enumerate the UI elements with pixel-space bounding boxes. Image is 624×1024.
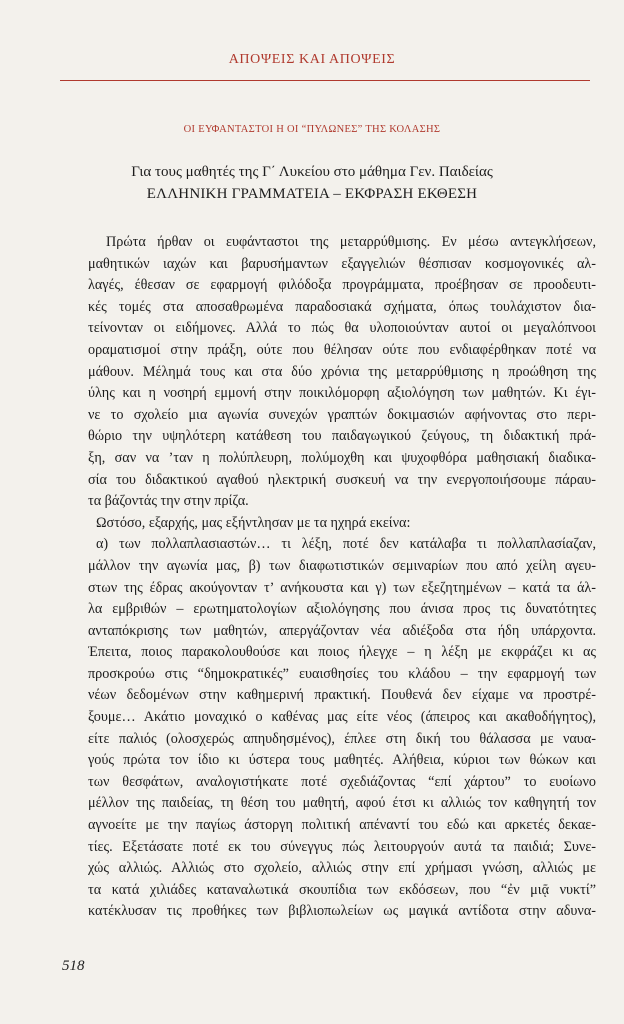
body-line: είτε παλιός (ολοσχερώς απηυδησμένος), έπλεε στη δική του θάλασσα με ναυα- bbox=[88, 730, 596, 747]
body-line: ξη, σαν να ’ταν η πολύπλευρη, πολύμοχθη και ψυχοφθόρα μαθησιακή διαδικα- bbox=[88, 449, 596, 466]
body-line: προσκρούω στις “δημοκρατικές” ευαισθησίες του κλάδου – την εφαρμογή των bbox=[88, 665, 596, 682]
body-line: τα βάζοντάς την στην πρίζα. bbox=[88, 493, 249, 510]
body-line: Πρώτα ήρθαν οι ευφάνταστοι της μεταρρύθμισης. Εν μέσω αντεγκλήσεων, bbox=[106, 234, 596, 250]
body-line: τίες. Εξετάσατε ποτέ εκ του σύνεγγυς πώς λειτουργούν αυτά τα παιδιά; Συνε- bbox=[88, 838, 596, 855]
body-line: ανταπόκρισης των μαθητών, απεργάζονταν νέα αδιέξοδα στα ήδη υπάρχοντα. bbox=[88, 622, 596, 639]
body-line: αγνοείτε με την παγίως άστοργη πολιτική απέναντί του εδώ και αρκετές δεκαε- bbox=[88, 817, 596, 834]
body-line: των θεσφάτων, αναλογιστήκατε ποτέ σχεδιάζοντας “επί χάρτου” το ευοίωνο bbox=[88, 773, 596, 790]
body-line: μέλλον της παιδείας, τη θέση του μαθητή, αφού έτσι κι αλλιώς τον καθηγητή τον bbox=[88, 795, 596, 812]
body-line: μάθουν. Μέλημά τους και στα δύο χρόνια της μεταρρύθμισης η προώθηση της bbox=[88, 363, 596, 380]
body-line: νέων δεδομένων στην καθημερινή πρακτική. Πουθενά δεν είχαμε να προστρέ- bbox=[88, 687, 596, 704]
page-number: 518 bbox=[62, 958, 85, 974]
body-line: χώς αλλιώς. Αλλιώς στο σχολείο, αλλιώς στην επί χρήμασι γνώση, αλλιώς με bbox=[88, 860, 596, 877]
body-line: κατέκλυσαν τις προθήκες των βιβλιοπωλείων ως μαγικά αντίδοτα στην αδυνα- bbox=[88, 903, 596, 920]
article-title: ΟΙ ΕΥΦΑΝΤΑΣΤΟΙ Η ΟΙ “ΠΥΛΩΝΕΣ” ΤΗΣ ΚΟΛΑΣΗΣ bbox=[183, 124, 441, 135]
body-line: Έπειτα, ποιος παρακολουθούσε και ποιος ήλεγχε – η λέξη με εκφράζει κι ας bbox=[88, 644, 596, 661]
body-line: κές τομές στα αποσαθρωμένα παραδοσιακά σχήματα, όπως τουλάχιστον δια- bbox=[88, 298, 596, 315]
body-line: οραματισμοί στην πράξη, ούτε που θέλησαν ούτε που ενδιαφέρθηκαν ποτέ να bbox=[88, 341, 596, 358]
body-line: σία του διδακτικού αγαθού ηλεκτρική συσκευή να την ενεργοποιήσουμε πάραυ- bbox=[88, 471, 596, 488]
running-head: ΑΠΟΨΕΙΣ ΚΑΙ ΑΠΟΨΕΙΣ bbox=[228, 52, 396, 67]
body-line: μάλλον την αγωνία μας, β) των διαφωτιστικών σεμιναρίων που από χείλη αγευ- bbox=[88, 557, 596, 574]
body-line: θώριο την υψηλότερη κατάθεση του παιδαγωγικού ζεύγους, τη διδακτική πρά- bbox=[88, 428, 596, 445]
body-line: ξουμε… Ακάτιο μοναχικό ο καθένας μας είτε νέος (άπειρος και ακαθοδήγητος), bbox=[88, 709, 596, 726]
body-line: α) των πολλαπλασιαστών… τι λέξη, ποτέ δεν κατάλαβα τι πολλαπλασίαζαν, bbox=[96, 536, 596, 553]
header-rule bbox=[60, 80, 590, 81]
body-line: τα κατά χιλιάδες καταναλωτικά σκουπίδια των εκδόσεων, που “ἐν μιᾷ νυκτί” bbox=[88, 881, 596, 898]
body-line: Ωστόσο, εξαρχής, μας εξήντλησαν με τα ηχηρά εκείνα: bbox=[96, 514, 411, 531]
body-line: λαγές, έθεσαν σε εφαρμογή φιλόδοξα προγράμματα, προέβησαν σε προοδευτι- bbox=[88, 277, 596, 294]
body-line: νε το σχολείο μια αγωνία συνεχών γραπτών δοκιμασιών αφήνοντας στο περι- bbox=[88, 406, 596, 423]
body-line: τείνονταν οι ειδήμονες. Αλλά το πώς θα υλοποιούνταν αυτοί οι μεγαλόπνοοι bbox=[88, 320, 596, 337]
subtitle-line-1: Για τους μαθητές της Γ΄ Λυκείου στο μάθημα Γεν. Παιδείας bbox=[131, 164, 493, 180]
article-body bbox=[88, 232, 596, 923]
subtitle-line-2: ΕΛΛΗΝΙΚΗ ΓΡΑΜΜΑΤΕΙΑ – ΕΚΦΡΑΣΗ ΕΚΘΕΣΗ bbox=[146, 186, 478, 202]
body-line: γούς πρώτα τον ίδιο κι ύστερα τους μαθητές. Αλήθεια, κύριοι των θώκων και bbox=[88, 752, 596, 769]
body-line: ύλης και η νοσηρή εμμονή στην ποικιλόμορφη αξιολόγηση των μαθητών. Κι έγι- bbox=[88, 385, 596, 402]
body-line: λα εμβριθών – ερωτηματολογίων αξιολόγησης που άνισα προς τις δυνατότητες bbox=[88, 601, 596, 618]
body-line: στων της έδρας ακούγονταν τ’ ανήκουστα και γ) των εξεζητημένων – κατά τα άλ- bbox=[88, 579, 596, 596]
body-line: μαθητικών ιαχών και βαρυσήμαντων εξαγγελιών θέσπισαν κοσμογονικές αλ- bbox=[88, 255, 596, 272]
